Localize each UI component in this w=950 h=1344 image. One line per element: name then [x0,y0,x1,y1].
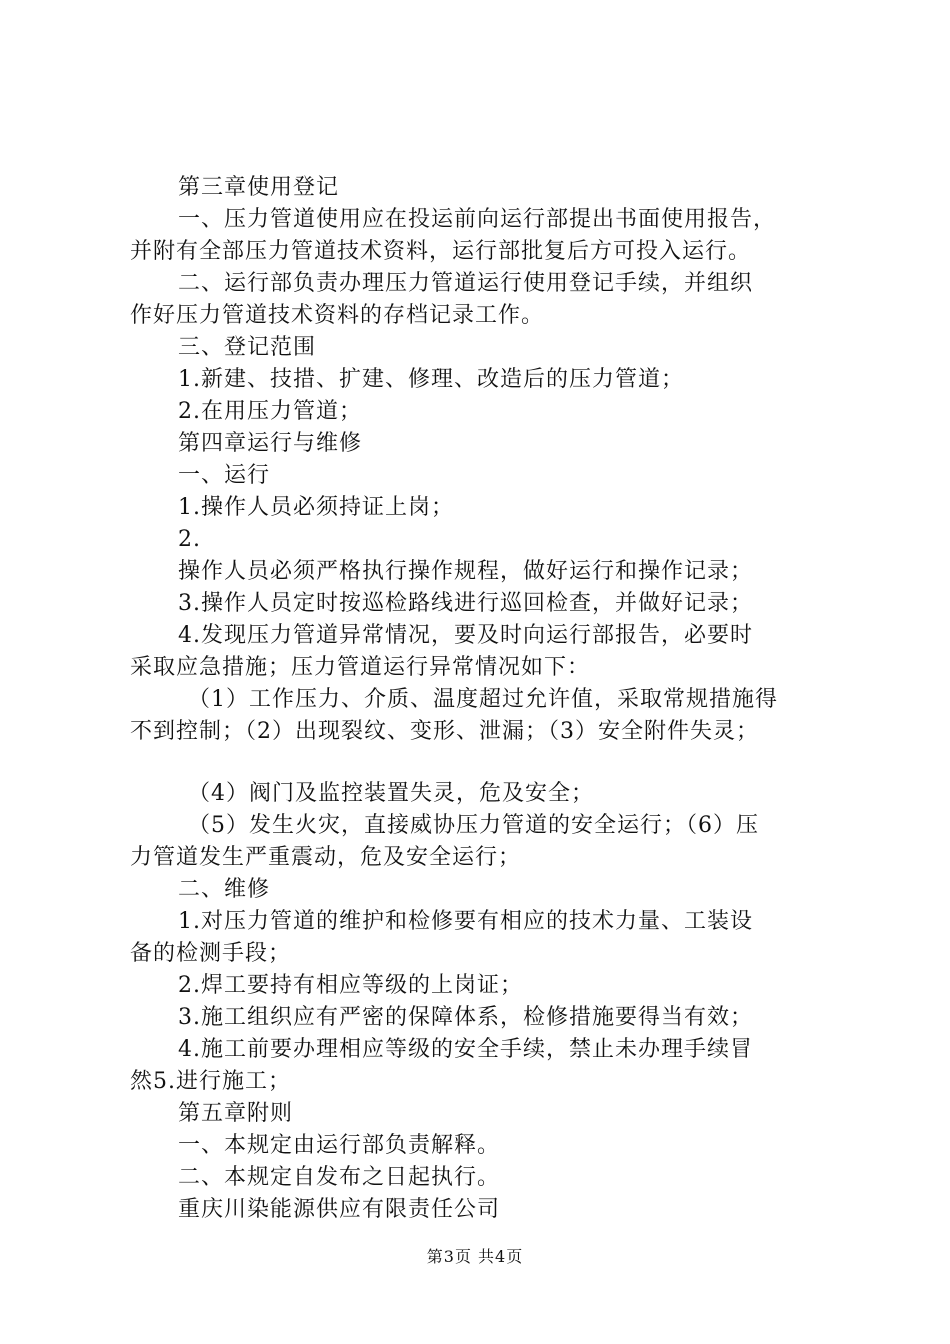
paragraph-line: （5）发生火灾，直接威协压力管道的安全运行；（6）压 [188,813,759,838]
list-item: 1.对压力管道的维护和检修要有相应的技术力量、工装设 [178,909,753,934]
paragraph-line: （1）工作压力、介质、温度超过允许值，采取常规措施得 [188,687,778,712]
chapter-heading: 第五章附则 [178,1101,294,1126]
paragraph-line: 采取应急措施；压力管道运行异常情况如下： [130,655,591,680]
paragraph-line: 一、压力管道使用应在投运前向运行部提出书面使用报告， [178,207,777,232]
list-item: 操作人员必须严格执行操作规程，做好运行和操作记录； [178,559,754,584]
list-item: 二、本规定自发布之日起执行。 [178,1165,501,1190]
list-item: 1.新建、技措、扩建、修理、改造后的压力管道； [178,367,684,392]
list-item: 4.施工前要办理相应等级的安全手续，禁止未办理手续冒 [178,1037,753,1062]
paragraph-line: 然5.进行施工； [130,1069,291,1094]
section-heading: 二、维修 [178,877,271,902]
paragraph-line: 不到控制；（2）出现裂纹、变形、泄漏；（3）安全附件失灵； [130,719,759,744]
paragraph-line: 力管道发生严重震动，危及安全运行； [130,845,522,870]
section-heading: 三、登记范围 [178,335,317,360]
page-footer: 第3页 共4页 [426,1247,524,1266]
list-item: 3.施工组织应有严密的保障体系，检修措施要得当有效； [178,1005,753,1030]
list-item: 一、本规定由运行部负责解释。 [178,1133,501,1158]
paragraph-line: 备的检测手段； [130,941,292,966]
company-signature: 重庆川染能源供应有限责任公司 [178,1197,501,1222]
list-item: 1.操作人员必须持证上岗； [178,495,454,520]
paragraph-line: 并附有全部压力管道技术资料，运行部批复后方可投入运行。 [130,239,752,264]
list-item: 2.焊工要持有相应等级的上岗证； [178,973,523,998]
blank-space [130,748,840,778]
chapter-heading: 第三章使用登记 [178,175,340,200]
list-item: 2. [178,527,201,552]
section-heading: 一、运行 [178,463,271,488]
paragraph-line: 作好压力管道技术资料的存档记录工作。 [130,303,545,328]
paragraph-line: （4）阀门及监控装置失灵，危及安全； [188,781,594,806]
list-item: 2.在用压力管道； [178,399,362,424]
list-item: 3.操作人员定时按巡检路线进行巡回检查，并做好记录； [178,591,753,616]
chapter-heading: 第四章运行与维修 [178,431,363,456]
list-item: 4.发现压力管道异常情况，要及时向运行部报告，必要时 [178,623,753,648]
paragraph-line: 二、运行部负责办理压力管道运行使用登记手续，并组织 [178,271,754,296]
document-body [130,172,840,1226]
